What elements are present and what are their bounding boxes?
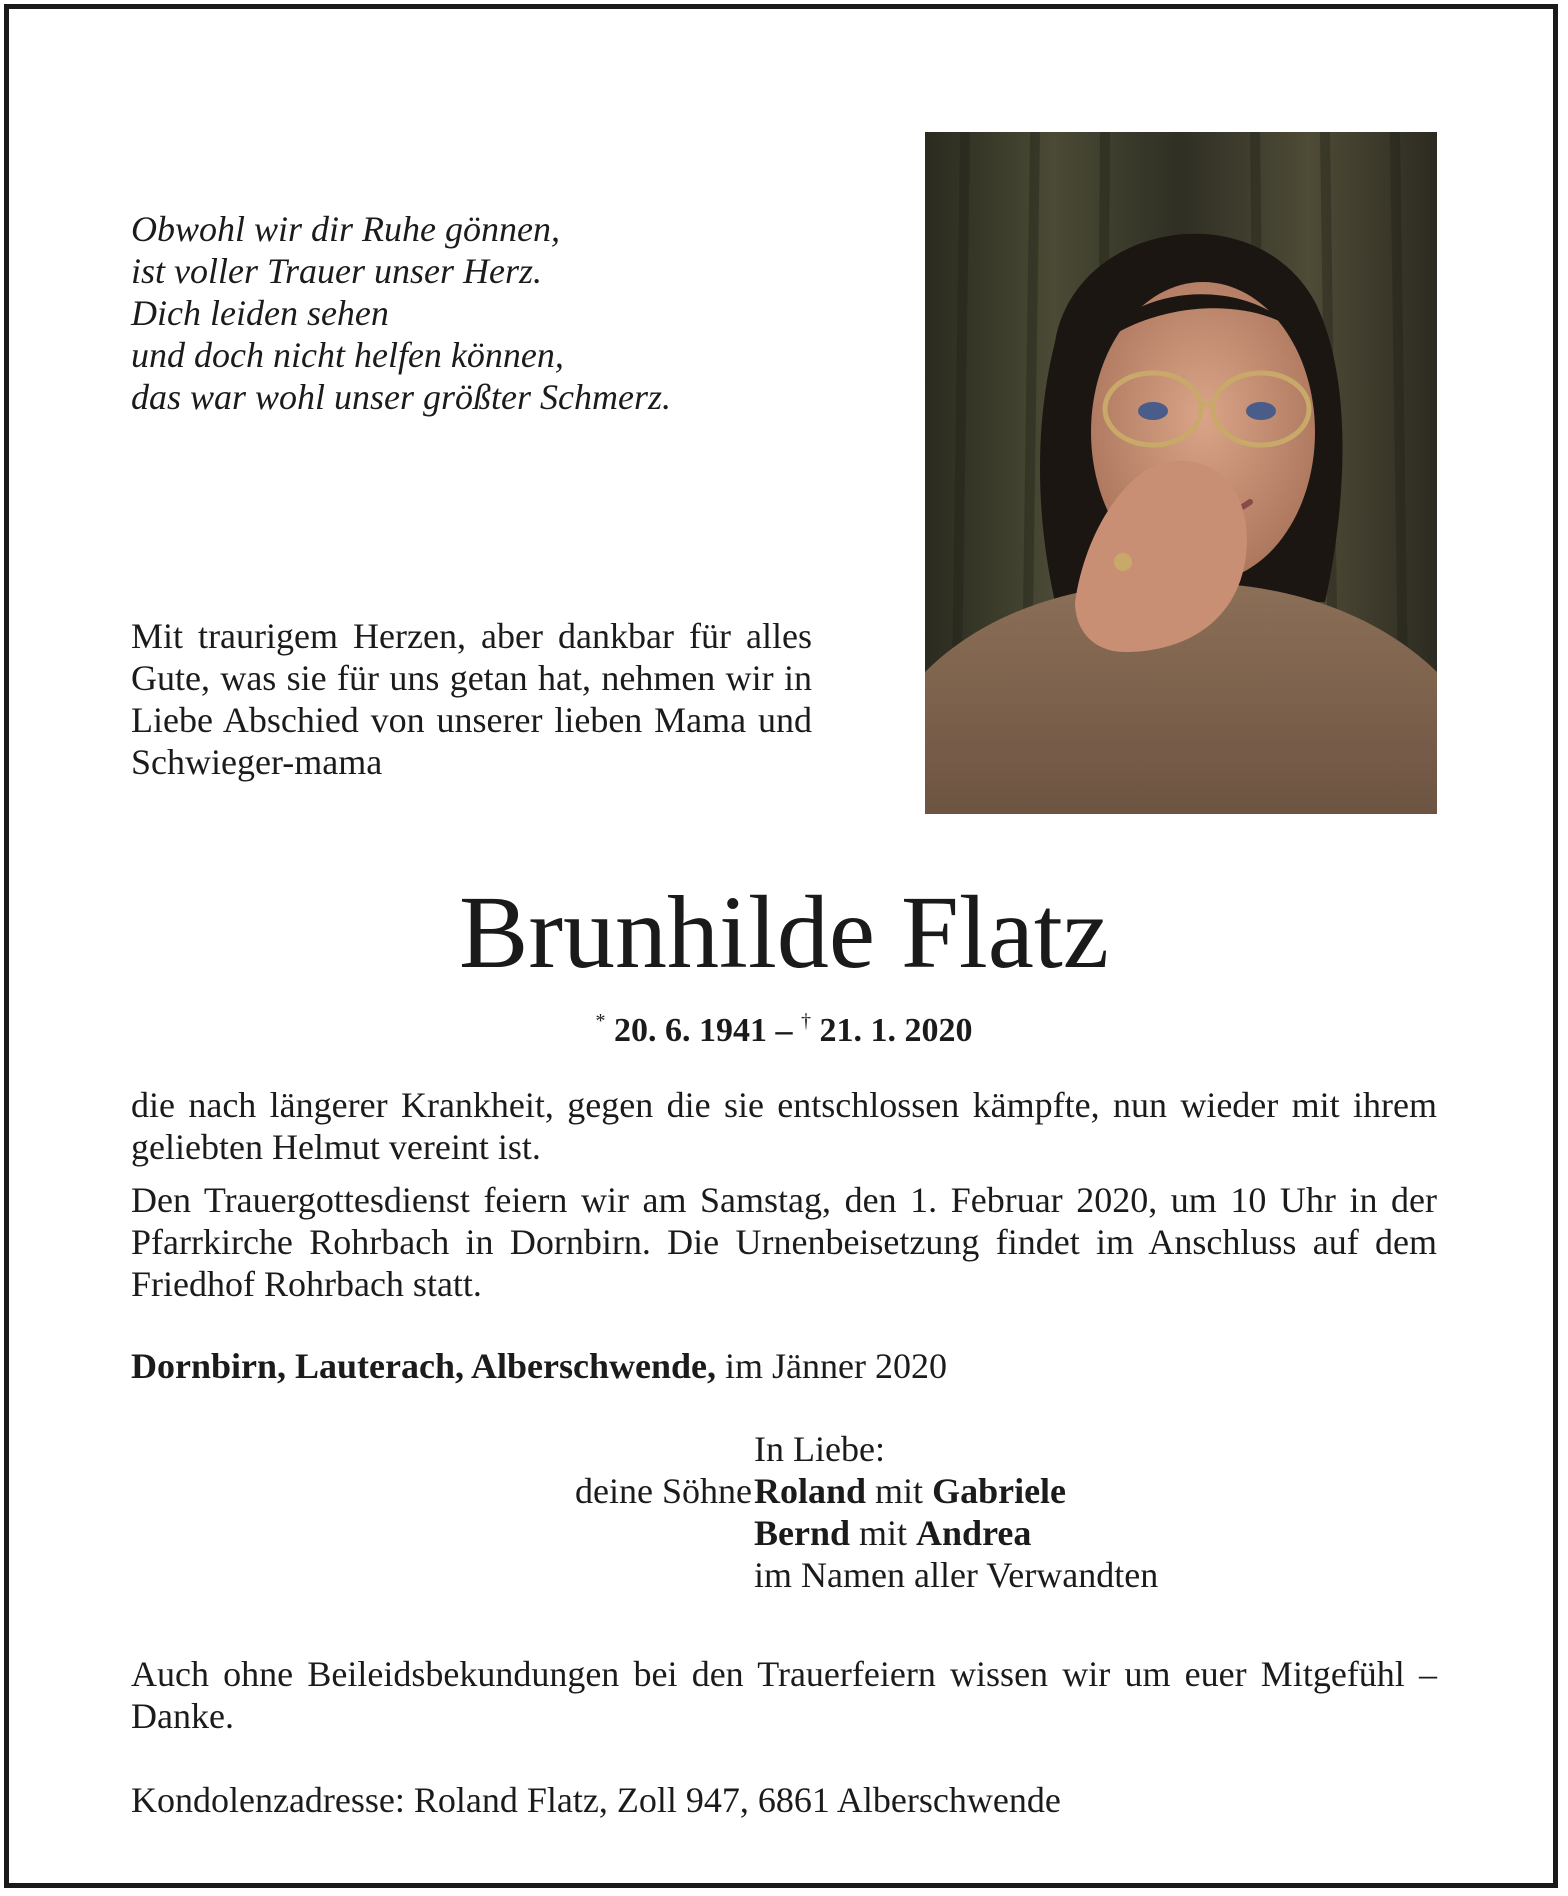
birth-date: 20. 6. 1941 xyxy=(614,1012,767,1049)
poem-line: Dich leiden sehen xyxy=(131,293,389,333)
place-towns: Dornbirn, Lauterach, Alberschwende, xyxy=(131,1346,716,1386)
signature-line-1 xyxy=(754,1470,1066,1512)
signature-line-2 xyxy=(754,1512,1031,1554)
poem-line: das war wohl unser größter Schmerz. xyxy=(131,377,672,417)
signature-block xyxy=(0,1428,1568,1596)
partner-name: Gabriele xyxy=(932,1471,1067,1511)
paragraph-service: Den Trauergottesdienst feiern wir am Samstag, den 1. Februar 2020, um 10 Uhr in der Pfarrkirche Rohrbach in Dornbirn. Die Urnenbeisetzung findet im Anschluss auf dem Friedhof Rohrbach statt. xyxy=(131,1180,1437,1304)
death-date: 21. 1. 2020 xyxy=(819,1012,973,1049)
intro-text: Mit traurigem Herzen, aber dankbar für alles Gute, was sie für uns getan hat, nehmen wir in Liebe Abschied von unserer lieben Mama und Schwieger-mama xyxy=(131,616,812,782)
poem-line: ist voller Trauer unser Herz. xyxy=(131,251,543,291)
signature-opening: In Liebe: xyxy=(754,1429,885,1469)
paragraph-condolences: Auch ohne Beileidsbekundungen bei den Trauerfeiern wissen wir um euer Mitgefühl – Danke. xyxy=(131,1654,1437,1736)
relatives-line: im Namen aller Verwandten xyxy=(754,1555,1159,1595)
son-name: Bernd xyxy=(754,1513,851,1553)
portrait-photo xyxy=(925,132,1437,814)
poem-line: Obwohl wir dir Ruhe gönnen, xyxy=(131,209,560,249)
poem xyxy=(131,208,751,418)
sons-label: deine Söhne xyxy=(575,1471,752,1511)
with-word: mit xyxy=(875,1471,924,1511)
life-dates xyxy=(0,1000,1568,1052)
paragraph-illness: die nach längerer Krankheit, gegen die sie entschlossen kämpfte, nun wieder mit ihrem geliebten Helmut vereint ist. xyxy=(131,1085,1437,1167)
with-word: mit xyxy=(859,1513,908,1553)
birth-symbol: * xyxy=(595,1010,606,1032)
poem-line: und doch nicht helfen können, xyxy=(131,335,564,375)
deceased-name: Brunhilde Flatz xyxy=(459,875,1109,990)
death-symbol: † xyxy=(801,1010,811,1032)
place-date: im Jänner 2020 xyxy=(725,1346,947,1386)
date-separator: – xyxy=(775,1012,793,1049)
condolence-address: Kondolenzadresse: Roland Flatz, Zoll 947, 6861 Alberschwende xyxy=(131,1780,1061,1820)
partner-name: Andrea xyxy=(916,1513,1032,1553)
place-date-line xyxy=(131,1345,947,1387)
son-name: Roland xyxy=(754,1471,867,1511)
